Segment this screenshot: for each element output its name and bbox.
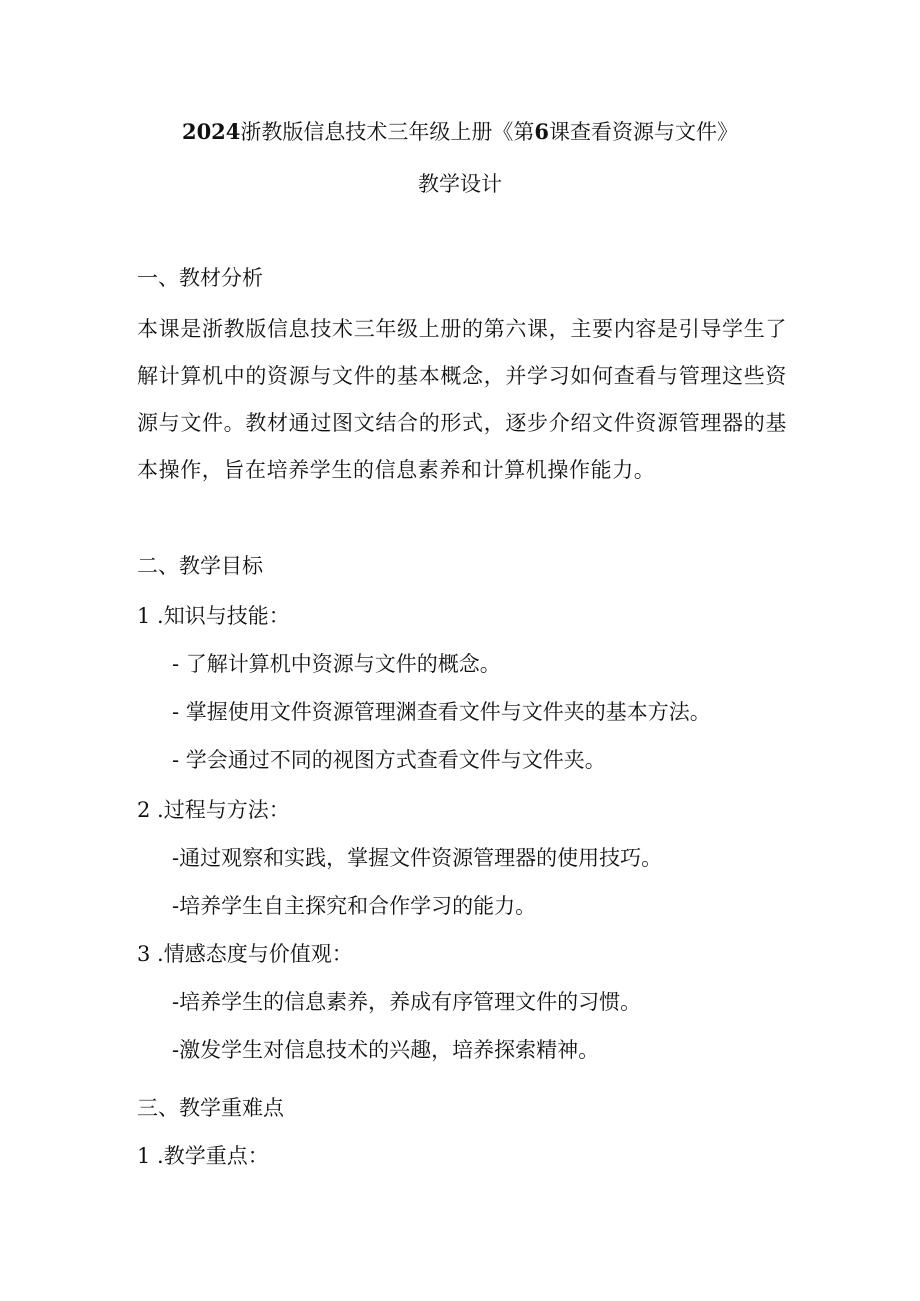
objective-2-bullet-1: -通过观察和实践，掌握文件资源管理器的使用技巧。 (172, 846, 663, 870)
objective-item-1: 1 .知识与技能： (137, 604, 290, 628)
title-lesson-number: 6 (534, 119, 550, 144)
document-title (0, 117, 920, 147)
objective-item-2: 2 .过程与方法： (137, 798, 290, 822)
section-heading-2: 二、教学目标 (137, 554, 263, 578)
objective-1-bullet-3: - 学会通过不同的视图方式查看文件与文件夹。 (172, 748, 606, 772)
section-heading-1: 一、教材分析 (137, 266, 263, 290)
objective-2-bullet-2: -培养学生自主探究和合作学习的能力。 (172, 894, 537, 918)
title-year: 2024 (181, 119, 241, 144)
section-1-paragraph: 本课是浙教版信息技术三年级上册的第六课，主要内容是引导学生了解计算机中的资源与文件的基本概念，并学习如何查看与管理这些资源与文件。教材通过图文结合的形式，逐步介绍文件资源管理器的基本操作，旨在培养学生的信息素养和计算机操作能力。 (137, 317, 787, 482)
objective-1-bullet-2: - 掌握使用文件资源管理渊查看文件与文件夹的基本方法。 (172, 700, 711, 724)
objective-item-3: 3 .情感态度与价值观： (137, 942, 353, 966)
document-subtitle: 教学设计 (418, 172, 502, 196)
objective-3-bullet-1: -培养学生的信息素养，养成有序管理文件的习惯。 (172, 990, 642, 1014)
objective-3-bullet-2: -激发学生对信息技术的兴趣，培养探索精神。 (172, 1038, 600, 1062)
title-text: 浙教版信息技术三年级上册《第 (240, 120, 535, 144)
section-heading-3: 三、教学重难点 (137, 1096, 284, 1120)
key-point-item-1: 1 .教学重点： (137, 1144, 269, 1168)
title-text-end: 课查看资源与文件》 (549, 120, 739, 144)
objective-1-bullet-1: - 了解计算机中资源与文件的概念。 (172, 652, 501, 676)
